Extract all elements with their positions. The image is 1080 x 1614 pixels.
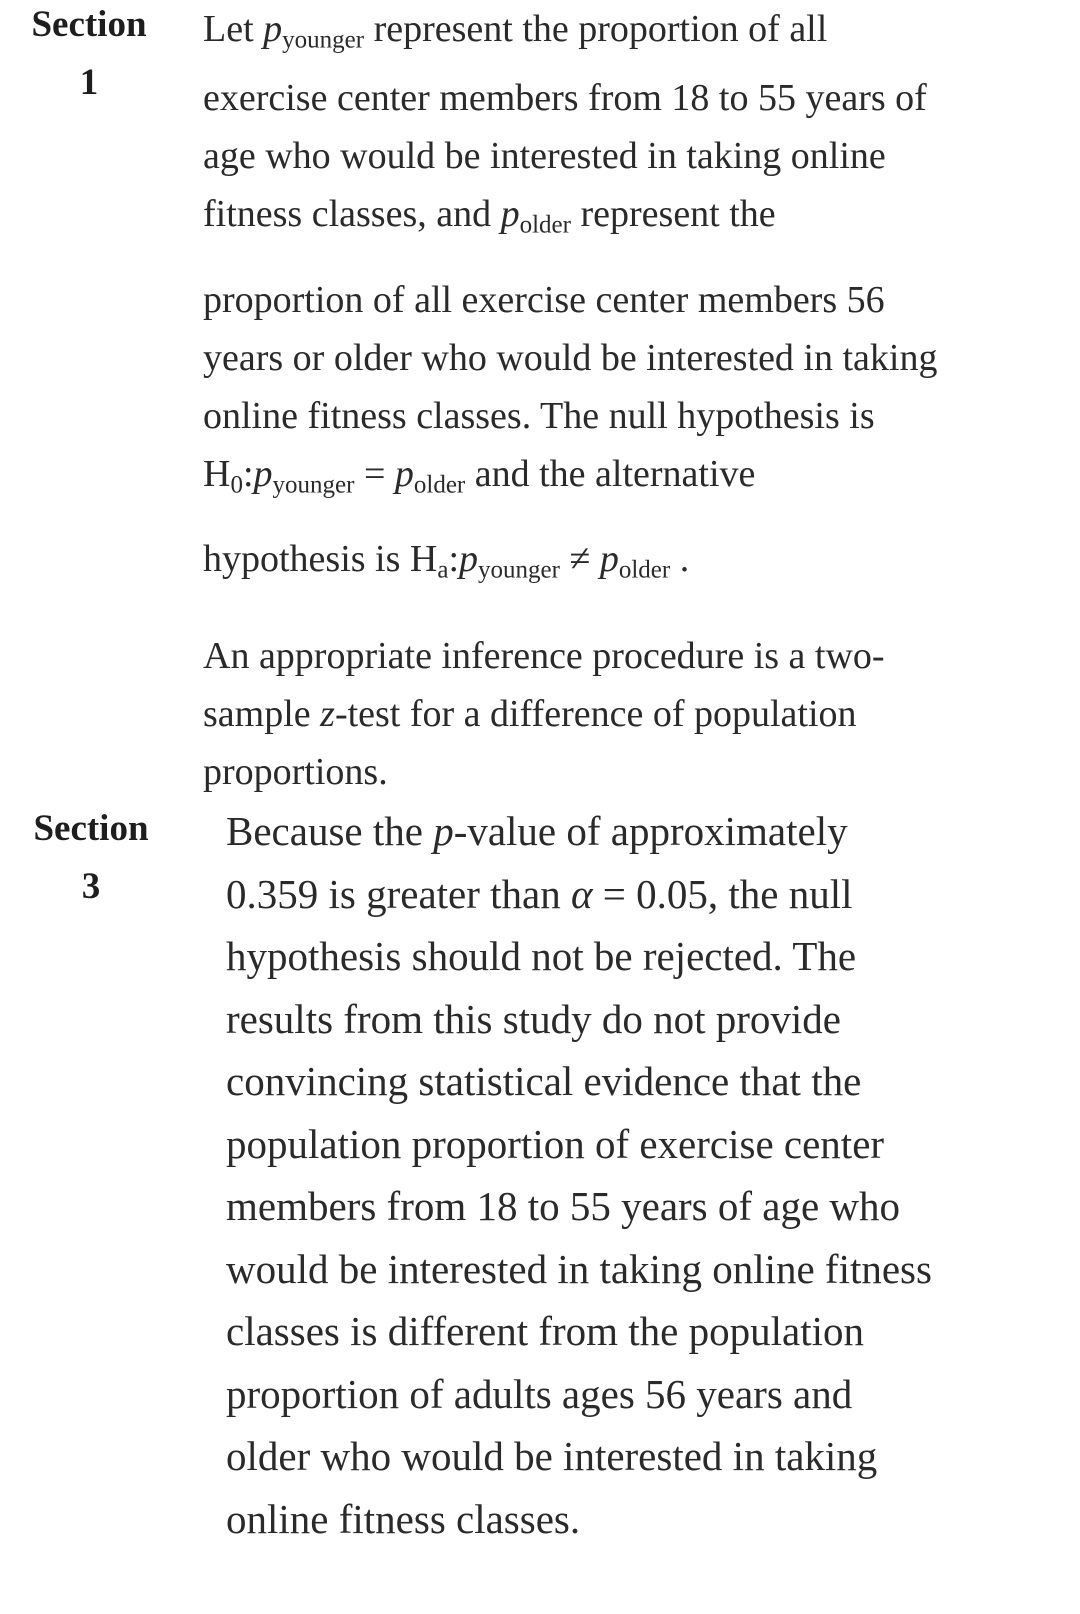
younger-subscript: younger xyxy=(272,470,355,498)
section-1-line: exercise center members from 18 to 55 years of xyxy=(203,77,927,120)
alternative-hypothesis-line xyxy=(203,530,1063,599)
p-letter: p xyxy=(253,452,273,495)
older-subscript: older xyxy=(413,470,466,498)
section-3-line: members from 18 to 55 years of age who xyxy=(226,1183,901,1229)
text-run: represent the xyxy=(570,193,776,236)
section-3-label-word: Section xyxy=(33,808,149,849)
section-1-line: proportions. xyxy=(203,751,388,793)
h-letter: H xyxy=(409,537,438,580)
p-older-symbol xyxy=(599,537,671,583)
section-1-text xyxy=(203,0,1063,801)
p-letter: p xyxy=(599,537,619,580)
period: . xyxy=(670,537,690,580)
text-run: Because the xyxy=(226,808,434,854)
p-younger-symbol xyxy=(459,537,560,583)
section-3-line xyxy=(226,800,1076,863)
section-1-label-number: 1 xyxy=(79,62,99,103)
text-run: represent the proportion of all xyxy=(364,8,828,50)
section-1-line xyxy=(203,185,1063,254)
text-run: fitness classes, and xyxy=(203,193,501,236)
h0-subscript: 0 xyxy=(230,470,243,498)
p-letter: p xyxy=(500,193,520,236)
p-variable: p xyxy=(433,808,454,854)
text-run: sample xyxy=(203,693,321,735)
section-3-line: population proportion of exercise center xyxy=(226,1120,885,1167)
section-1-label xyxy=(14,0,164,112)
section-3-line: hypothesis should not be rejected. The xyxy=(226,933,857,979)
text-run: hypothesis is xyxy=(203,537,410,580)
section-1-label-word: Section xyxy=(31,4,147,45)
section-3-label xyxy=(16,800,166,916)
colon: : xyxy=(448,537,460,580)
section-3-line: would be interested in taking online fitness xyxy=(226,1245,932,1292)
section-1-line: online fitness classes. The null hypothesis is xyxy=(203,394,875,437)
section-3-line xyxy=(226,863,1076,926)
older-subscript: older xyxy=(618,556,671,583)
text-run: Let xyxy=(203,8,264,50)
equals-sign: = xyxy=(354,452,395,495)
section-3-line: proportion of adults ages 56 years and xyxy=(226,1370,853,1417)
section-3-line: older who would be interested in taking xyxy=(226,1433,878,1479)
section-1-line: years or older who would be interested in taking xyxy=(203,336,938,379)
younger-subscript: younger xyxy=(282,26,365,54)
text-run: -value of approximately xyxy=(453,808,848,854)
not-equal-sign: ≠ xyxy=(559,537,600,580)
text-run: and the alternative xyxy=(465,452,756,495)
alpha-symbol: α xyxy=(570,870,593,917)
p-letter: p xyxy=(394,452,414,495)
text-run: -test for a difference of population xyxy=(334,693,857,735)
section-1-line xyxy=(203,0,1063,69)
null-hypothesis-line xyxy=(203,445,1063,514)
section-3-text xyxy=(226,800,1076,1550)
z-variable: z xyxy=(320,693,335,735)
ha-subscript: a xyxy=(437,556,449,583)
section-3-line: online fitness classes. xyxy=(226,1495,581,1542)
younger-subscript: younger xyxy=(478,556,560,583)
section-1-line: An appropriate inference procedure is a two- xyxy=(203,635,885,677)
section-3-line: convincing statistical evidence that the xyxy=(226,1058,862,1104)
p-letter: p xyxy=(459,537,479,580)
section-1-line: proportion of all exercise center members 56 xyxy=(203,278,885,321)
p-younger-symbol xyxy=(253,452,355,498)
older-subscript: older xyxy=(519,211,571,239)
p-younger-symbol xyxy=(263,8,365,54)
p-older-symbol xyxy=(500,193,571,239)
section-3-line: classes is different from the population xyxy=(226,1308,865,1354)
section-3-label-number: 3 xyxy=(81,866,101,907)
text-run: = 0.05, the null xyxy=(592,870,853,917)
section-1-line: age who would be interested in taking online xyxy=(203,135,886,178)
section-1-line xyxy=(203,685,1063,743)
h-letter: H xyxy=(203,452,231,495)
text-run: 0.359 is greater than xyxy=(226,870,571,917)
p-older-symbol xyxy=(394,452,466,498)
p-letter: p xyxy=(263,8,283,50)
colon: : xyxy=(242,452,254,495)
section-3-line: results from this study do not provide xyxy=(226,995,841,1042)
